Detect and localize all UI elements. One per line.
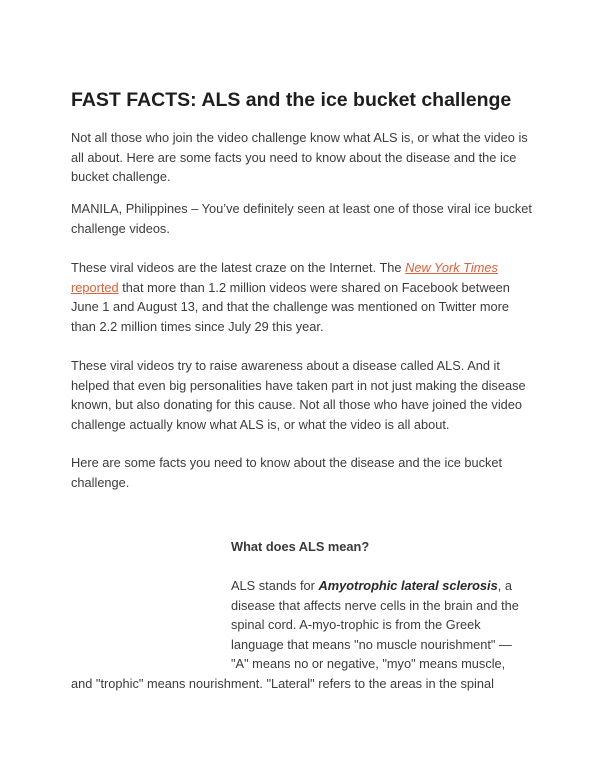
line1-before: ALS stands for <box>231 578 319 593</box>
section-line-4: language that means "no muscle nourishment" — <box>231 637 512 652</box>
section-line-6: and "trophic" means nourishment. "Lateral" refers to the areas in the spinal <box>71 676 494 691</box>
article-title: FAST FACTS: ALS and the ice bucket challenge <box>71 89 512 111</box>
awareness-paragraph: These viral videos try to raise awareness about a disease called ALS. And it helped that even big personalities have taken part in not just making the disease known, but also donating for this cause. Not all those who have joined the video challenge actually know what ALS is, or what the video is all about. <box>71 358 526 432</box>
section-line-5: "A" means no or negative, "myo" means muscle, <box>231 656 506 671</box>
viral-text-after: that more than 1.2 million videos were shared on Facebook between June 1 and August 13, and that the challenge was mentioned on Twitter more than 2.2 million times since July 29 this year. <box>71 279 510 334</box>
line1-after: , a <box>497 578 512 593</box>
section-line-3: spinal cord. A-myo-trophic is from the Greek <box>231 617 481 632</box>
als-full-term: Amyotrophic lateral sclerosis <box>318 578 498 593</box>
intro-paragraph: Not all those who join the video challenge know what ALS is, or what the video is all about. Here are some facts you need to know about the disease and the ice bucket challenge. <box>71 130 528 184</box>
section-line-2: disease that affects nerve cells in the brain and the <box>231 598 519 613</box>
nyt-link-rest: reported <box>71 279 119 295</box>
viral-text-before: These viral videos are the latest craze on the Internet. The <box>71 260 406 275</box>
section-line-1 <box>231 576 512 596</box>
facts-intro-paragraph: Here are some facts you need to know about the disease and the ice bucket challenge. <box>71 455 503 490</box>
viral-videos-paragraph <box>71 258 536 336</box>
dateline-paragraph: MANILA, Philippines – You’ve definitely seen at least one of those viral ice bucket challenge videos. <box>71 201 532 236</box>
nyt-link-name: New York Times <box>405 260 498 275</box>
section-heading: What does ALS mean? <box>231 539 370 554</box>
